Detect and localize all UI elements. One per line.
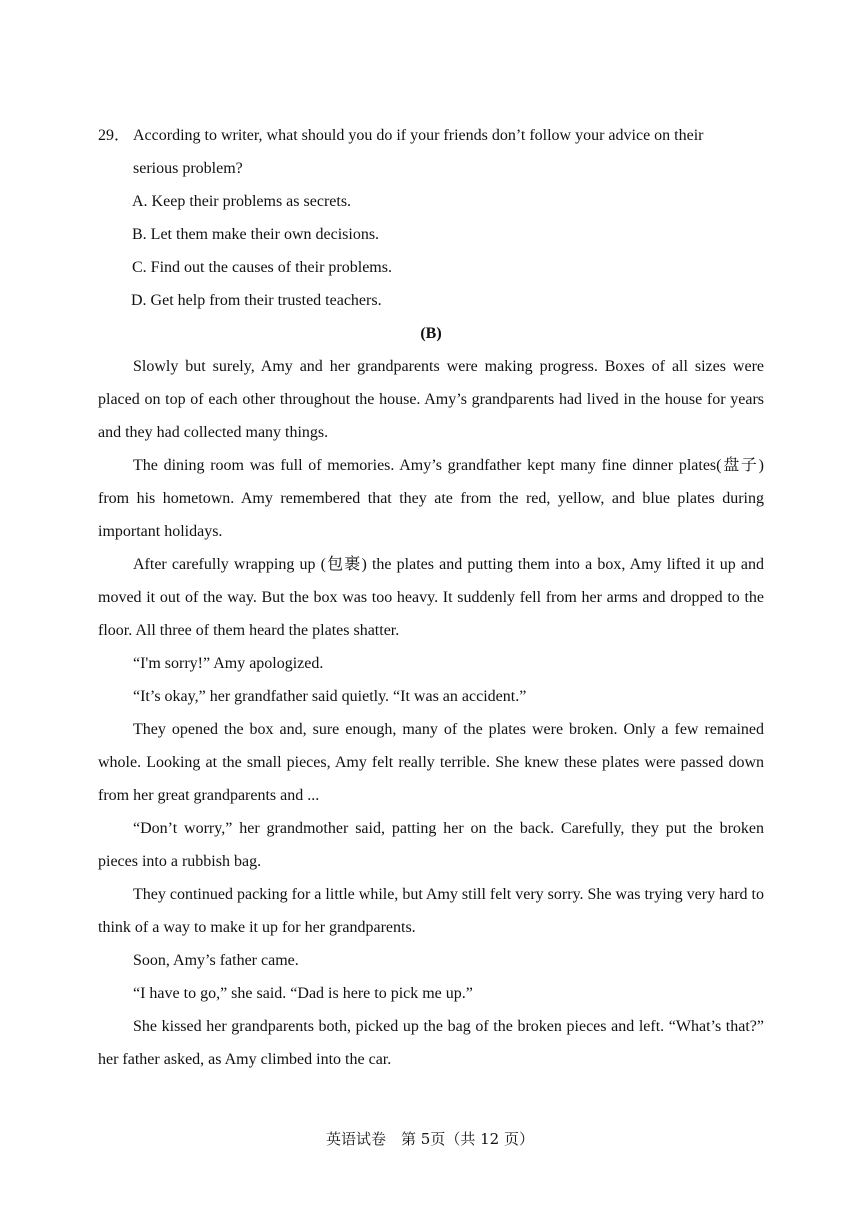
page-footer: 英语试卷 第 5页（共 12 页） [326,1130,534,1148]
passage-paragraph-2: The dining room was full of memories. Amy’s grandfather kept many fine dinner plates(盘子) from his hometown. Amy remembered that they ate from the red, yellow, and blue plates during important holidays. [98,457,764,540]
option-a: A. Keep their problems as secrets. [132,193,352,210]
passage-paragraph-10: “I have to go,” she said. “Dad is here to pick me up.” [133,985,473,1002]
passage-paragraph-7: “Don’t worry,” her grandmother said, patting her on the back. Carefully, they put the broken pieces into a rubbish bag. [98,820,764,870]
passage-paragraph-1: Slowly but surely, Amy and her grandparents were making progress. Boxes of all sizes were placed on top of each other throughout the house. Amy’s grandparents had lived in the house for years and they had collected many things. [98,358,764,441]
question-stem-line-1: According to writer, what should you do if your friends don’t follow your advice on their [133,127,704,144]
exam-page-content [98,119,764,1076]
section-title: (B) [420,325,442,342]
option-d: D. Get help from their trusted teachers. [131,292,382,309]
passage-paragraph-11: She kissed her grandparents both, picked up the bag of the broken pieces and left. “What’s that?” her father asked, as Amy climbed into the car. [98,1018,764,1068]
question-stem-line-2: serious problem? [133,160,243,177]
question-29-stem [98,119,764,152]
option-b: B. Let them make their own decisions. [132,226,380,243]
option-c: C. Find out the causes of their problems. [132,259,392,276]
question-number: 29． [98,127,131,144]
passage-paragraph-5: “It’s okay,” her grandfather said quietly. “It was an accident.” [133,688,527,705]
passage-paragraph-8: They continued packing for a little while, but Amy still felt very sorry. She was trying very hard to think of a way to make it up for her grandparents. [98,886,764,936]
passage-paragraph-3: After carefully wrapping up (包裹) the plates and putting them into a box, Amy lifted it up and moved it out of the way. But the box was too heavy. It suddenly fell from her arms and dropped to the floor. All three of them heard the plates shatter. [98,556,764,639]
passage-paragraph-4: “I'm sorry!” Amy apologized. [133,655,324,672]
passage-paragraph-6: They opened the box and, sure enough, many of the plates were broken. Only a few remained whole. Looking at the small pieces, Amy felt really terrible. She knew these plates were passed down from her great grandparents and ... [98,721,764,804]
passage-paragraph-9: Soon, Amy’s father came. [133,952,299,969]
